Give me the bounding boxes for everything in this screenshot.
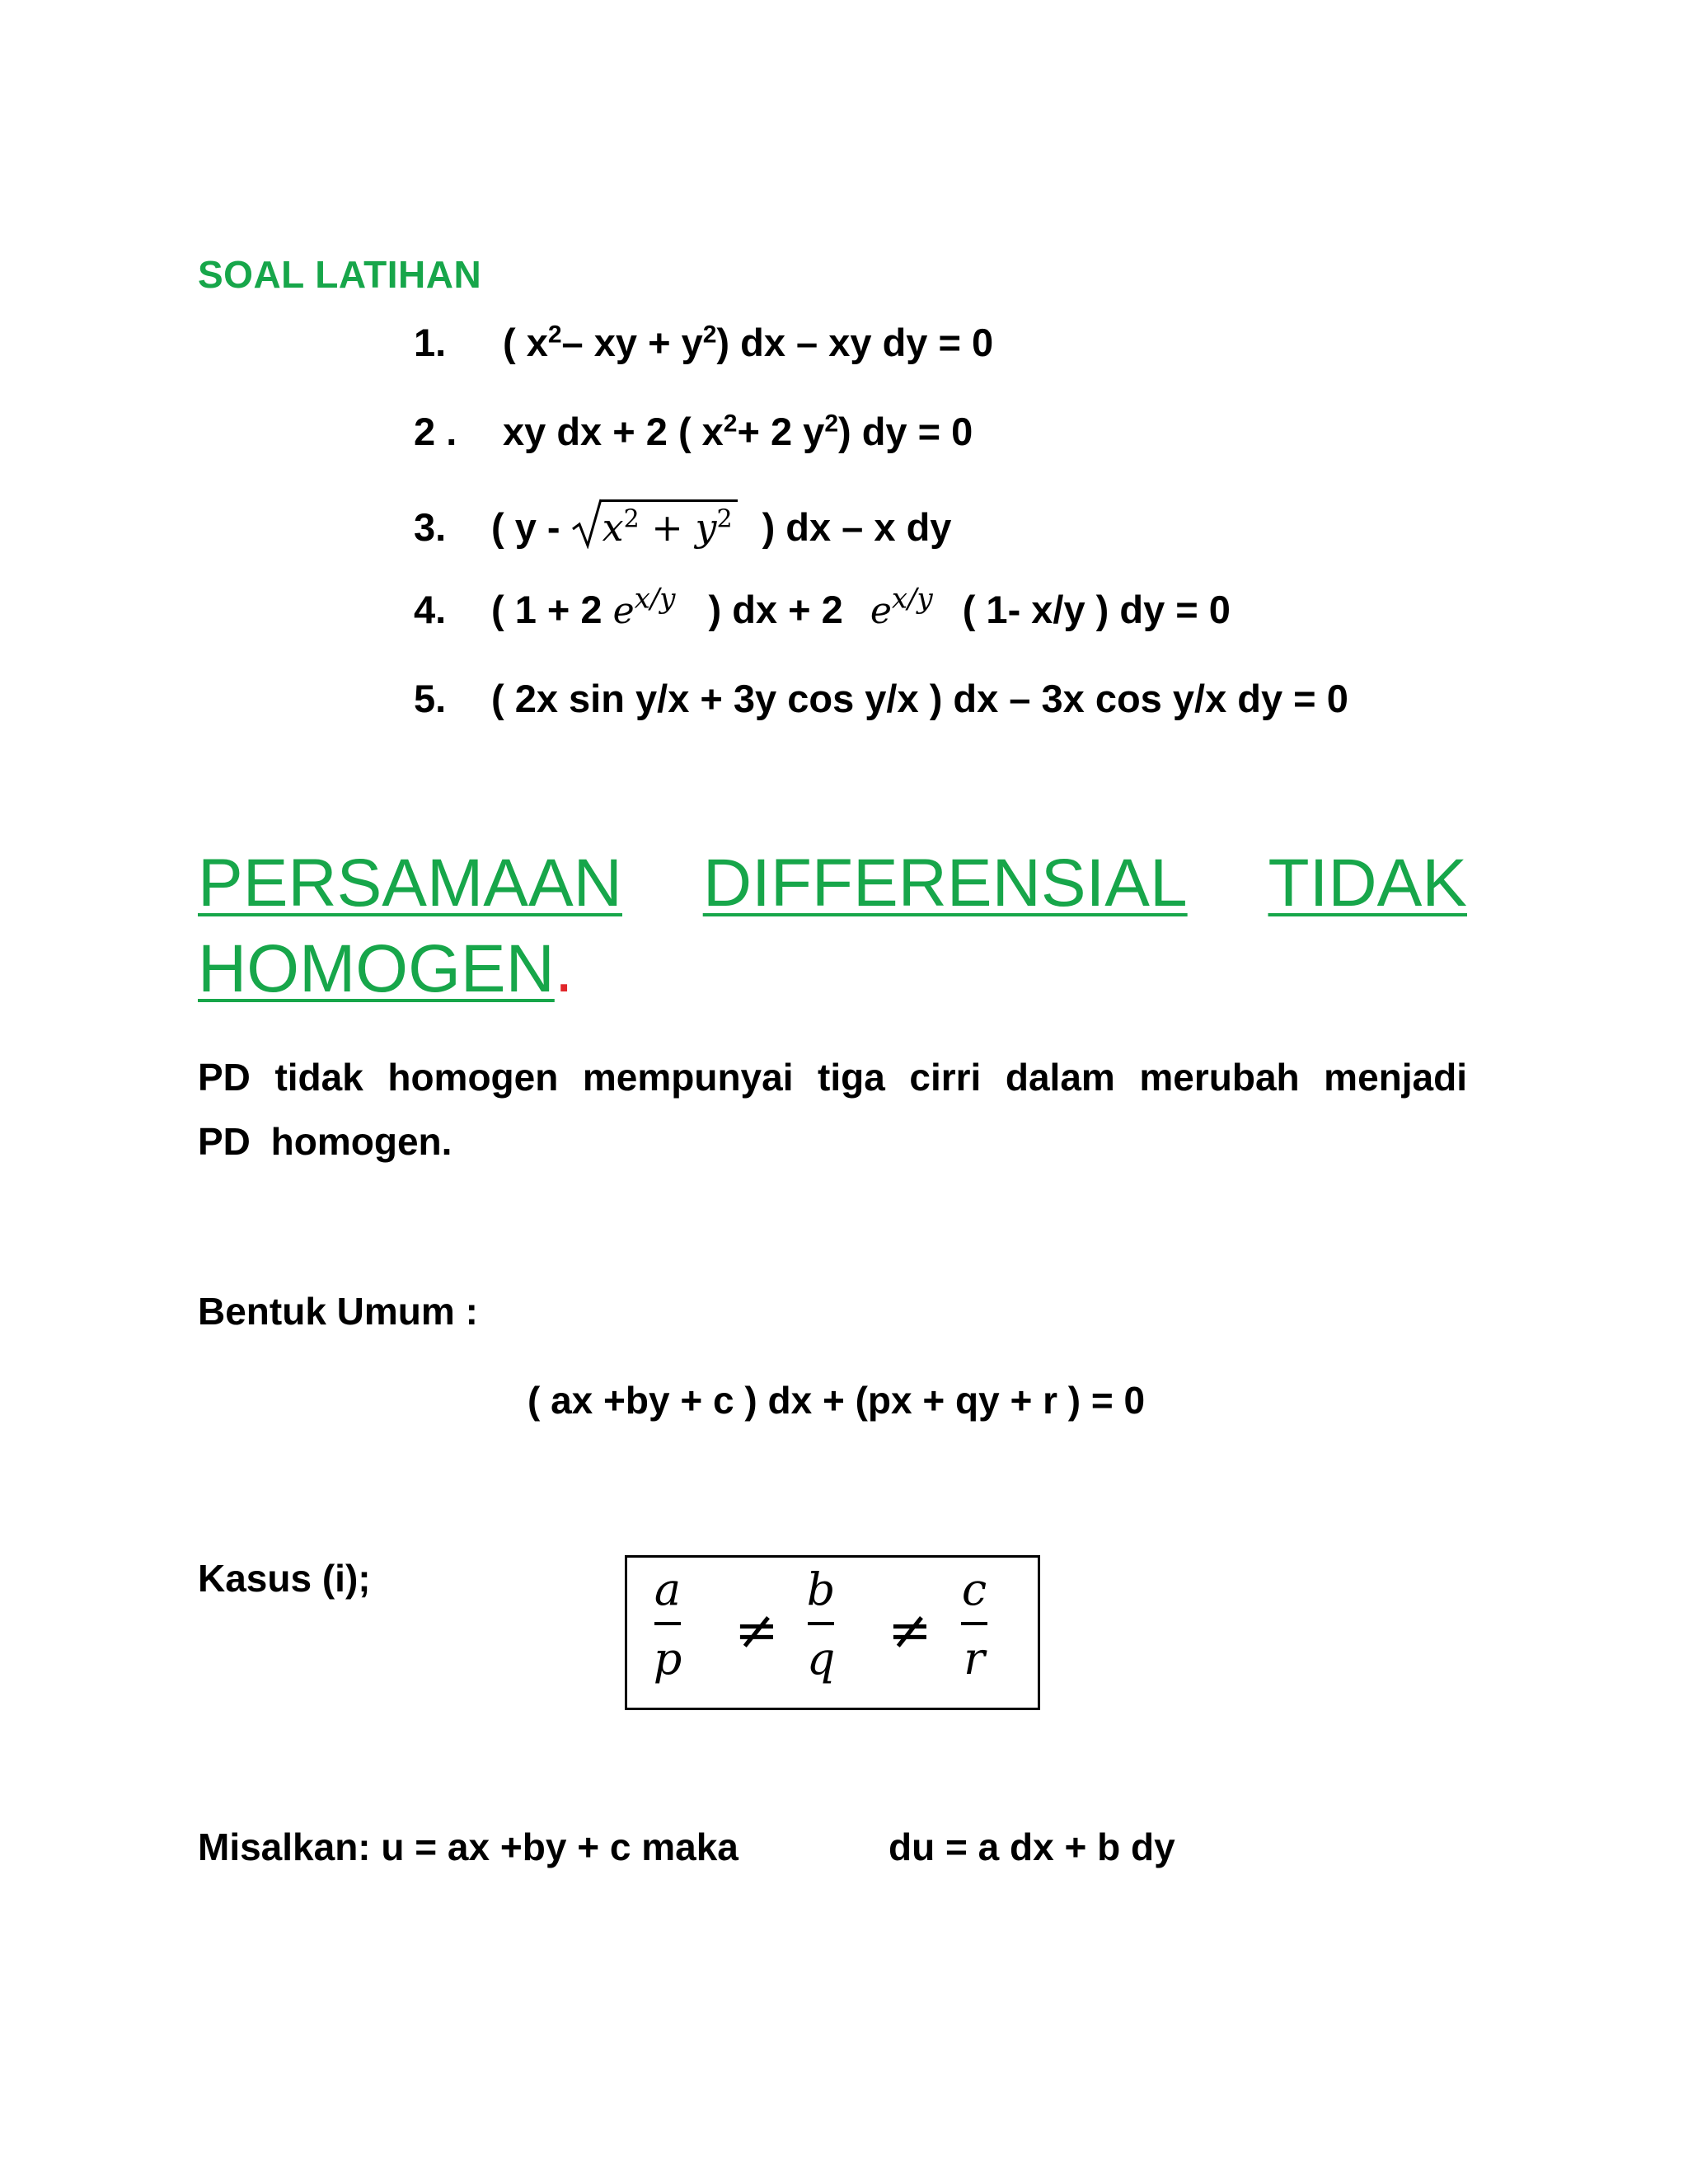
radical-sign-icon — [571, 498, 604, 549]
eq-text: ) dx – xy dy = 0 — [716, 321, 994, 364]
superscript: x/y — [634, 582, 676, 616]
substitution-right: du = a dx + b dy — [889, 1825, 1175, 1868]
heading-word: DIFFERENSIAL — [702, 846, 1188, 921]
exercise-number: 5. — [414, 677, 447, 720]
heading-line-1 — [198, 841, 1467, 926]
eq-text: ) dy = 0 — [838, 410, 973, 453]
fraction-bar — [808, 1622, 834, 1625]
eq-text: ) dx + 2 — [708, 588, 854, 631]
not-equal-sign: ≠ — [734, 1601, 779, 1661]
eq-text: xy dx + 2 ( x — [503, 410, 724, 453]
eq-text: ( 1- x/y ) dy = 0 — [962, 588, 1231, 631]
superscript: 2 — [723, 410, 738, 438]
case-condition-box — [625, 1555, 1040, 1710]
exercise-number: 3. — [414, 505, 447, 549]
math-var: e — [870, 590, 892, 632]
eq-text: ( x — [503, 321, 548, 364]
fraction-denominator: p — [653, 1633, 682, 1685]
math-op: + — [639, 505, 696, 550]
math-var: y — [695, 505, 717, 550]
heading-period: . — [554, 931, 574, 1006]
section-title-soal-latihan: SOAL LATIHAN — [198, 253, 482, 296]
fraction-a-over-p — [647, 1563, 688, 1686]
fraction-numerator: c — [961, 1563, 987, 1615]
superscript: 2 — [824, 410, 839, 438]
exercise-number: 2 . — [414, 410, 457, 453]
substitution-left: Misalkan: u = ax +by + c maka — [198, 1825, 738, 1868]
general-form-equation: ( ax +by + c ) dx + (px + qy + r ) = 0 — [528, 1379, 1146, 1422]
eq-text: ( 1 + 2 — [491, 588, 613, 631]
eq-text: ( 2x sin y/x + 3y cos y/x ) dx – 3x cos y/x dy = 0 — [491, 677, 1348, 720]
fraction-denominator: r — [964, 1633, 985, 1685]
math-var: x — [602, 505, 624, 550]
fraction-denominator: q — [806, 1633, 836, 1685]
fraction-b-over-q — [800, 1563, 842, 1686]
exercise-number: 1. — [414, 321, 447, 364]
fraction-numerator: a — [654, 1563, 682, 1615]
eq-text: + 2 y — [737, 410, 825, 453]
exercise-4 — [414, 582, 1231, 632]
heading-line-2 — [198, 926, 1467, 1012]
fraction-numerator: b — [806, 1563, 836, 1615]
exercise-number: 4. — [414, 588, 447, 631]
exercise-2 — [414, 409, 973, 454]
eq-text: – xy + y — [561, 321, 703, 364]
eq-text: ) dx – x dy — [762, 505, 952, 549]
heading-word: HOMOGEN — [198, 931, 555, 1006]
exercise-1 — [414, 320, 993, 365]
heading-word: PERSAMAAN — [198, 846, 622, 921]
case-label: Kasus (i); — [198, 1557, 371, 1600]
math-var: e — [612, 590, 635, 632]
fraction-c-over-r — [954, 1563, 995, 1686]
superscript: 2 — [716, 504, 733, 534]
general-form-label: Bentuk Umum : — [198, 1290, 478, 1333]
superscript: 2 — [547, 321, 562, 349]
not-equal-sign: ≠ — [888, 1601, 932, 1661]
main-heading — [198, 841, 1467, 1012]
exercise-5 — [414, 676, 1348, 721]
square-root-expression — [571, 498, 741, 550]
eq-text: ( y - — [491, 505, 571, 549]
superscript: 2 — [623, 504, 640, 534]
superscript: x/y — [891, 582, 933, 616]
superscript: 2 — [702, 321, 717, 349]
intro-paragraph: PD tidak homogen mempunyai tiga cirri dalam merubah menjadi PD homogen. — [198, 1056, 1467, 1163]
exercise-3 — [414, 498, 951, 550]
radicand — [601, 499, 738, 550]
heading-word: TIDAK — [1268, 846, 1467, 921]
fraction-bar — [961, 1622, 987, 1625]
fraction-bar — [654, 1622, 681, 1625]
